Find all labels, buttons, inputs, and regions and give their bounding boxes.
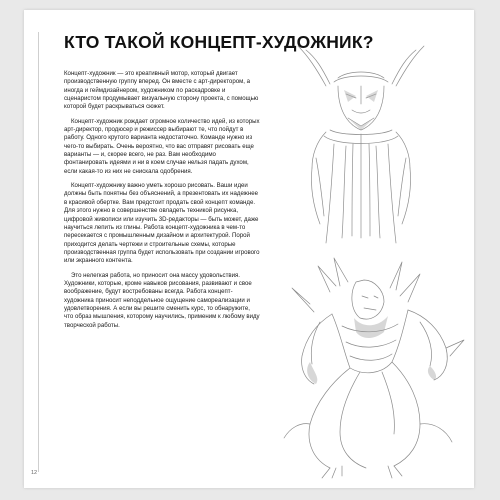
creature-sketch-top [286,38,436,253]
paragraph-4: Это нелегкая работа, но приносит она массу удовольствия. Художники, которые, кроме навыков рисования, развивают и свое воображение, будут востребованы всегда. Работа концепт-художника приносит неподдельное ощущение самореализации и удовлетворения. А если вы решите сменить курс, то обнаружите, что образ мышления, которому научились, применим к любому виду творческой работы. [64,271,260,329]
margin-rule [38,32,39,472]
body-text-column [64,70,260,336]
page-number: 12 [31,470,38,476]
page-title: КТО ТАКОЙ КОНЦЕПТ-ХУДОЖНИК? [64,32,374,52]
paragraph-1: Концепт-художник — это креативный мотор, который двигает производственную группу вперед. Он вместе с арт-директором, а иногда и геймдизайнером, художником по раскадровке и сценаристом продумывает визуальную сторону проекта, с помощью которой будет раскрываться сюжет. [64,70,259,111]
paragraph-2: Концепт-художник рождает огромное количество идей, из которых арт-директор, продюсер и режиссер выбирают те, что пойдут в работу. Одного крутого варианта недостаточно. Команде нужно из чего-то выбирать. Очень вероятно, что вас отправят рисовать еще варианты — и, скорее всего, не раз. Вам необходимо фонтанировать идеями и ни в коем случае нельзя падать духом, если какая-то из них не снискала одобрения. [64,117,260,175]
book-page [24,10,474,488]
creature-sketch-bottom [270,252,470,480]
paragraph-3: Концепт-художнику важно уметь хорошо рисовать. Ваши идеи должны быть понятны без объяснений, а презентовать их надежнее в красивой обертке. Вам предстоит продать свой концепт команде. Для этого нужно в совершенстве овладеть техникой рисунка, цифровой живописи или изучить 3D-редакторы — быть может, даже научиться лепить из глины. Работа концепт-художника в чем-то пересекается с промышленным дизайном и архитектурой. Порой приходится делать чертежи и строительные схемы, которые производственная группа будет использовать при создании игрового или экранного контента. [64,182,260,265]
